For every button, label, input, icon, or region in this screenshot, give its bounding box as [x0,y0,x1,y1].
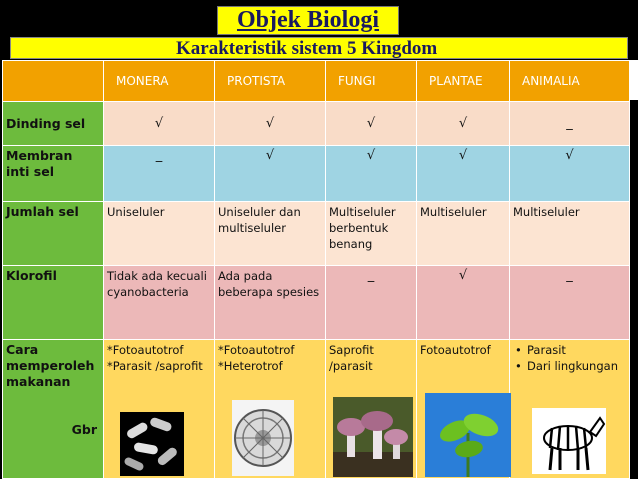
table-cell: _ [326,266,417,340]
header-monera: MONERA [104,61,215,102]
row-label-klorofil: Klorofil [3,266,104,340]
table-cell: _ [510,102,630,146]
right-edge-strip [630,60,638,100]
table-cell: √ [417,266,510,340]
header-plantae: PLANTAE [417,61,510,102]
table-cell: Fotoautotrof [417,340,510,479]
animalia-list [513,342,626,374]
row-label-cara-memperoleh-makanan [3,340,104,479]
list-item: • Dari lingkungan [527,358,626,374]
mushroom-image [333,397,413,477]
table-cell: *Fotoautotrof *Parasit /saprofit [104,340,215,479]
table-cell: Tidak ada kecuali cyanobacteria [104,266,215,340]
table-row [3,102,630,146]
header-protista: PROTISTA [215,61,326,102]
table-cell: √ [417,102,510,146]
table-cell: √ [326,146,417,202]
slide-title: Objek Biologi [217,6,399,35]
table-cell: √ [215,146,326,202]
table-cell: Multiseluler [417,202,510,266]
bacteria-image [120,412,184,476]
table-cell: Uniseluler [104,202,215,266]
row-label-dinding-sel: Dinding sel [3,102,104,146]
list-item: • Parasit [527,342,626,358]
table-cell: *Fotoautotrof *Heterotrof [215,340,326,479]
table-cell: _ [510,266,630,340]
table-row [3,146,630,202]
header-fungi: FUNGI [326,61,417,102]
plant-image [425,393,511,477]
gbr-label: Gbr [71,422,97,437]
table-cell: √ [215,102,326,146]
table-cell: Uniseluler dan multiseluler [215,202,326,266]
table-cell: √ [417,146,510,202]
table-cell: √ [326,102,417,146]
slide-subtitle-bar [10,37,628,59]
row-label-jumlah-sel: Jumlah sel [3,202,104,266]
table-cell: √ [510,146,630,202]
table-cell: √ [104,102,215,146]
row-label-text: Cara memperoleh makanan [6,342,95,389]
zebra-image [532,408,606,474]
slide-subtitle: Karakteristik sistem 5 Kingdom [176,38,438,59]
table-cell: Multiseluler [510,202,630,266]
header-corner [3,61,104,102]
protist-image [232,400,294,476]
table-cell: Saprofit /parasit [326,340,417,479]
header-animalia: ANIMALIA [510,61,630,102]
table-cell: _ [104,146,215,202]
table-cell: Ada pada beberapa spesies [215,266,326,340]
header-row [3,61,630,102]
table-row [3,202,630,266]
row-label-membran-inti-sel: Membran inti sel [3,146,104,202]
table-row [3,266,630,340]
table-cell: Multiseluler berbentuk benang [326,202,417,266]
